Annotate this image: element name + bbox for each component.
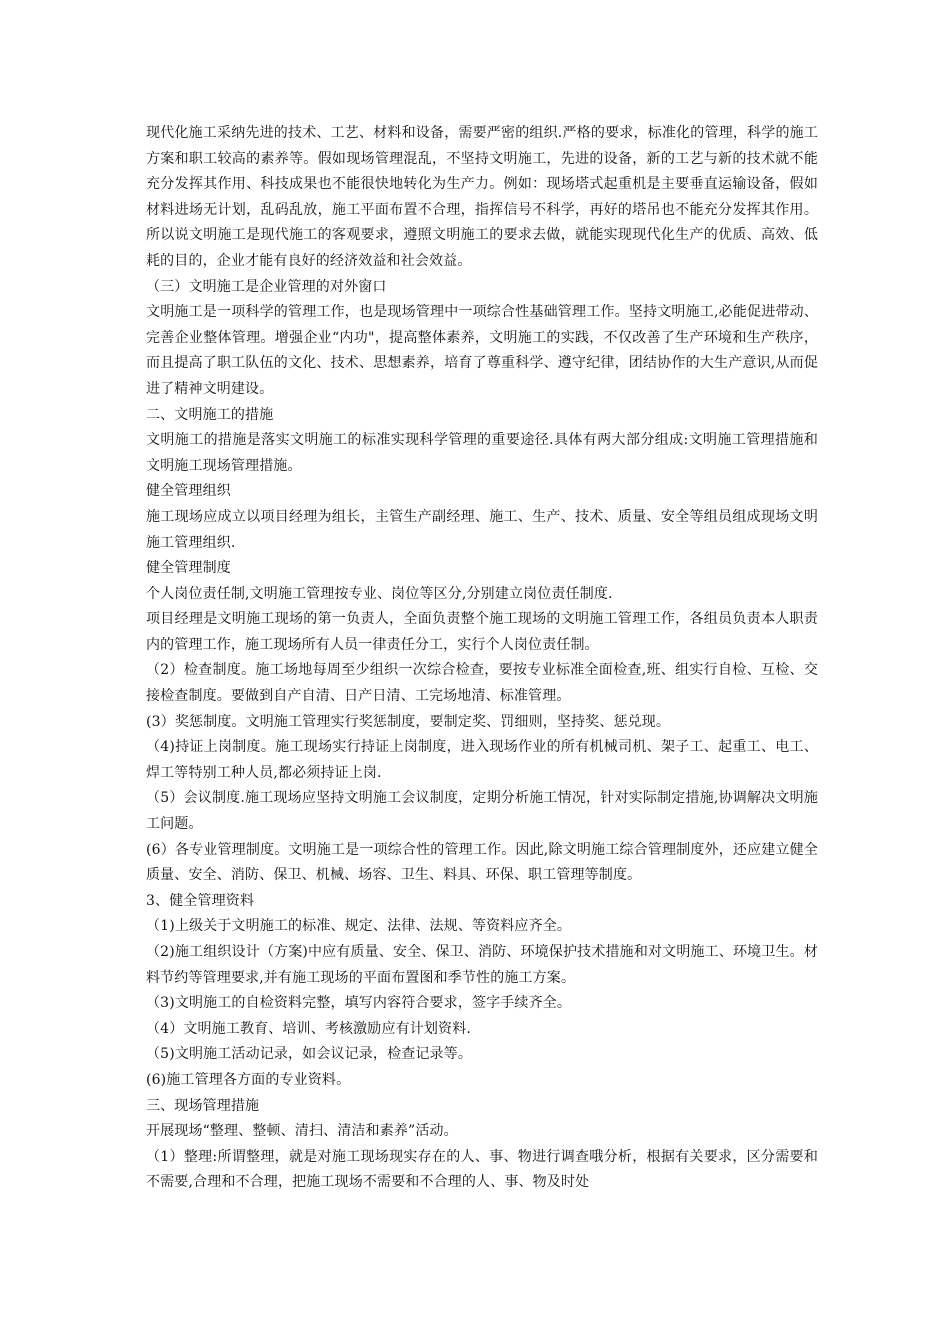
paragraph: 现代化施工采纳先进的技术、工艺、材料和设备，需要严密的组织.严格的要求，标准化的管理，科学的施工方案和职工较高的素养等。假如现场管理混乱，不坚持文明施工，先进的设备，新的工艺与新的技术就不能充分发挥其作用、科技成果也不能很快地转化为生产力。例如：现场塔式起重机是主要垂直运输设备，假如材料进场无计划，乱码乱放，施工平面布置不合理，指挥信号不科学，再好的塔吊也不能充分发挥其作用。所以说文明施工是现代施工的客观要求，遵照文明施工的要求去做，就能实现现代化生产的优质、高效、低耗的目的，企业才能有良好的经济效益和社会效益。 xyxy=(146,125,818,269)
paragraph: （2)施工组织设计（方案)中应有质量、安全、保卫、消防、环境保护技术措施和对文明施工、环境卫生。材料节约等管理要求,并有施工现场的平面布置图和季节性的施工方案。 xyxy=(146,944,818,986)
paragraph: (6)施工管理各方面的专业资料。 xyxy=(146,1071,351,1088)
paragraph: 个人岗位责任制,文明施工管理按专业、岗位等区分,分别建立岗位责任制度. xyxy=(146,585,613,602)
paragraph: （4)持证上岗制度。施工现场实行持证上岗制度，进入现场作业的所有机械司机、架子工、起重工、电工、焊工等特别工种人员,都必须持证上岗. xyxy=(146,739,818,781)
section-heading: 3、健全管理资料 xyxy=(146,892,255,909)
paragraph: （5）会议制度.施工现场应坚持文明施工会议制度，定期分析施工情况，针对实际制定措施,协调解决文明施工问题。 xyxy=(146,790,818,833)
paragraph: （5)文明施工活动记录，如会议记录，检查记录等。 xyxy=(146,1046,472,1063)
paragraph: 施工现场应成立以项目经理为组长，主管生产副经理、施工、生产、技术、质量、安全等组员组成现场文明施工管理组织. xyxy=(146,508,818,551)
paragraph: （1)上级关于文明施工的标准、规定、法律、法规、等资料应齐全。 xyxy=(146,918,572,935)
section-heading: 三、现场管理措施 xyxy=(146,1097,260,1114)
paragraph: 开展现场“整理、整顿、清扫、清洁和素养”活动。 xyxy=(146,1123,458,1140)
paragraph: 项目经理是文明施工现场的第一负责人，全面负责整个施工现场的文明施工管理工作，各组员负责本人职责内的管理工作，施工现场所有人员一律责任分工，实行个人岗位责任制。 xyxy=(146,611,818,653)
paragraph: （1）整理:所谓整理，就是对施工现场现实存在的人、事、物进行调查哦分析，根据有关要求，区分需要和不需要,合理和不合理，把施工现场不需要和不合理的人、事、物及时处 xyxy=(146,1148,818,1191)
paragraph: 文明施工是一项科学的管理工作，也是现场管理中一项综合性基础管理工作。坚持文明施工,必能促进带动、完善企业整体管理。增强企业“内功"，提高整体素养，文明施工的实践，不仅改善了生产环境和生产秩序，而且提高了职工队伍的文化、技术、思想素养，培育了尊重科学、遵守纪律，团结协作的大生产意识,从而促进了精神文明建设。 xyxy=(146,304,818,397)
paragraph: （4）文明施工教育、培训、考核激励应有计划资料. xyxy=(146,1020,471,1037)
paragraph: （2）检查制度。施工场地每周至少组织一次综合检查，要按专业标准全面检查,班、组实行自检、互检、交接检查制度。要做到自产自清、日产日清、工完场地清、标准管理。 xyxy=(146,662,818,705)
paragraph: (3）奖惩制度。文明施工管理实行奖惩制度，要制定奖、罚细则，坚持奖、惩兑现。 xyxy=(146,713,671,730)
section-heading: 健全管理制度 xyxy=(146,560,231,577)
paragraph: (6）各专业管理制度。文明施工是一项综合性的管理工作。因此,除文明施工综合管理制度外，还应建立健全质量、安全、消防、保卫、机械、场容、卫生、料具、环保、职工管理等制度。 xyxy=(146,841,818,884)
paragraph: 文明施工的措施是落实文明施工的标准实现科学管理的重要途径.具体有两大部分组成:文明施工管理措施和文明施工现场管理措施。 xyxy=(146,432,818,474)
section-heading: （三）文明施工是企业管理的对外窗口 xyxy=(146,278,387,295)
paragraph: （3)文明施工的自检资料完整，填写内容符合要求，签字手续齐全。 xyxy=(146,995,572,1012)
document-body xyxy=(146,121,818,1196)
section-heading: 二、文明施工的措施 xyxy=(146,406,274,423)
section-heading: 健全管理组织 xyxy=(146,483,231,500)
